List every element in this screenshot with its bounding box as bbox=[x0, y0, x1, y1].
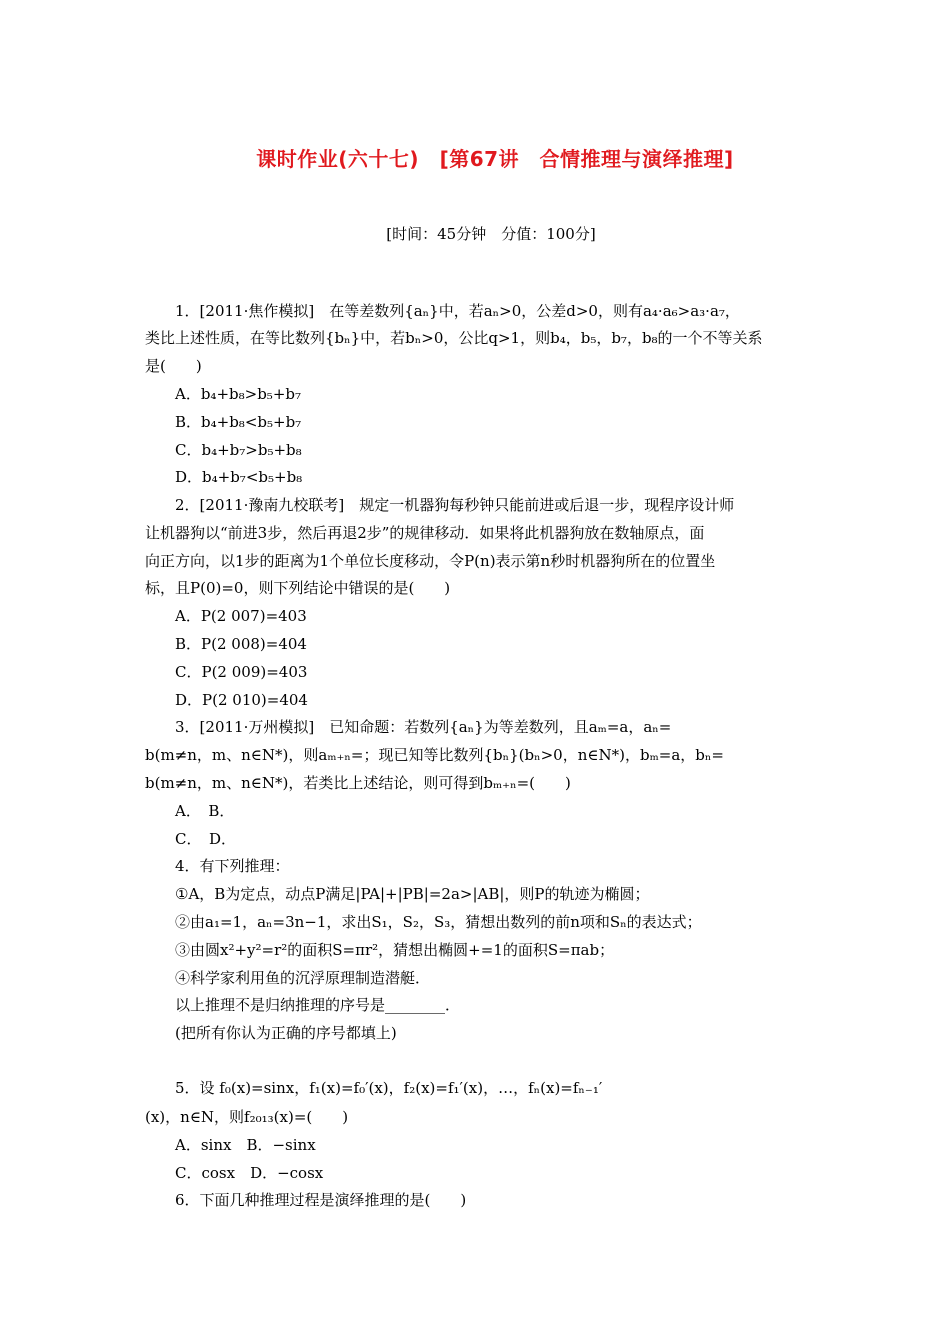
q2-line-2: 让机器狗以“前进3步，然后再退2步”的规律移动．如果将此机器狗放在数轴原点，面 bbox=[145, 524, 705, 542]
q4-item-1: ①A，B为定点，动点P满足|PA|+|PB|=2a>|AB|，则P的轨迹为椭圆； bbox=[175, 885, 650, 903]
q2-option-d: D．P(2 010)=404 bbox=[175, 691, 308, 709]
q3-line-2: b(m≠n，m、n∈N*)，则aₘ₊ₙ=；现已知等比数列{bₙ}(bₙ>0，n∈N*)，bₘ=a，bₙ= bbox=[145, 746, 724, 764]
q5-line-2: (x)，n∈N，则f₂₀₁₃(x)=( ) bbox=[145, 1108, 349, 1126]
q3-options-cd: C． D． bbox=[175, 830, 237, 848]
q1-option-d: D．b₄+b₇<b₅+b₈ bbox=[175, 468, 303, 486]
q4-item-3: ③由圆x²+y²=r²的面积S=πr²，猜想出椭圆+=1的面积S=πab； bbox=[175, 941, 615, 959]
q2-option-b: B．P(2 008)=404 bbox=[175, 635, 307, 653]
time-score-info: [时间：45分钟 分值：100分] bbox=[386, 225, 596, 243]
q1-line-3: 是( ) bbox=[145, 357, 202, 375]
q2-option-c: C．P(2 009)=403 bbox=[175, 663, 308, 681]
q3-line-3: b(m≠n，m、n∈N*)，若类比上述结论，则可得到bₘ₊ₙ=( ) bbox=[145, 774, 571, 792]
q1-line-1: 1．[2011·焦作模拟] 在等差数列{aₙ}中，若aₙ>0，公差d>0，则有a₄·a₆>a₃·a₇， bbox=[175, 302, 740, 320]
q4-item-4: ④科学家利用鱼的沉浮原理制造潜艇． bbox=[175, 969, 431, 987]
q2-line-3: 向正方向，以1步的距离为1个单位长度移动，令P(n)表示第n秒时机器狗所在的位置坐 bbox=[145, 552, 716, 570]
q2-line-4: 标，且P(0)=0，则下列结论中错误的是( ) bbox=[145, 579, 451, 597]
q1-option-b: B．b₄+b₈<b₅+b₇ bbox=[175, 413, 302, 431]
q4-line-1: 4．有下列推理： bbox=[175, 857, 290, 875]
page-title: 课时作业(六十七) [第67讲 合情推理与演绎推理] bbox=[256, 147, 734, 171]
q5-options-cd: C．cosx D．−cosx bbox=[175, 1164, 324, 1182]
q6-line-1: 6．下面几种推理过程是演绎推理的是( ) bbox=[175, 1191, 467, 1209]
q4-note: (把所有你认为正确的序号都填上) bbox=[175, 1024, 397, 1042]
q2-line-1: 2．[2011·豫南九校联考] 规定一机器狗每秒钟只能前进或后退一步，现程序设计师 bbox=[175, 496, 735, 514]
q4-item-2: ②由a₁=1，aₙ=3n−1，求出S₁，S₂，S₃，猜想出数列的前n项和Sₙ的表达式； bbox=[175, 913, 702, 931]
q3-options-ab: A． B． bbox=[175, 802, 235, 820]
q2-option-a: A．P(2 007)=403 bbox=[175, 607, 307, 625]
q1-line-2: 类比上述性质，在等比数列{bₙ}中，若bₙ>0，公比q>1，则b₄，b₅，b₇，b₈的一个不等关系 bbox=[145, 329, 763, 347]
q1-option-a: A．b₄+b₈>b₅+b₇ bbox=[175, 385, 301, 403]
q5-line-1: 5．设 f₀(x)=sinx，f₁(x)=f₀′(x)，f₂(x)=f₁′(x)，…，fₙ(x)=fₙ₋₁′ bbox=[175, 1079, 603, 1097]
q1-option-c: C．b₄+b₇>b₅+b₈ bbox=[175, 441, 302, 459]
q5-options-ab: A．sinx B．−sinx bbox=[175, 1136, 316, 1154]
q3-line-1: 3．[2011·万州模拟] 已知命题：若数列{aₙ}为等差数列，且aₘ=a，aₙ= bbox=[175, 718, 672, 736]
q4-question: 以上推理不是归纳推理的序号是________． bbox=[175, 996, 461, 1014]
